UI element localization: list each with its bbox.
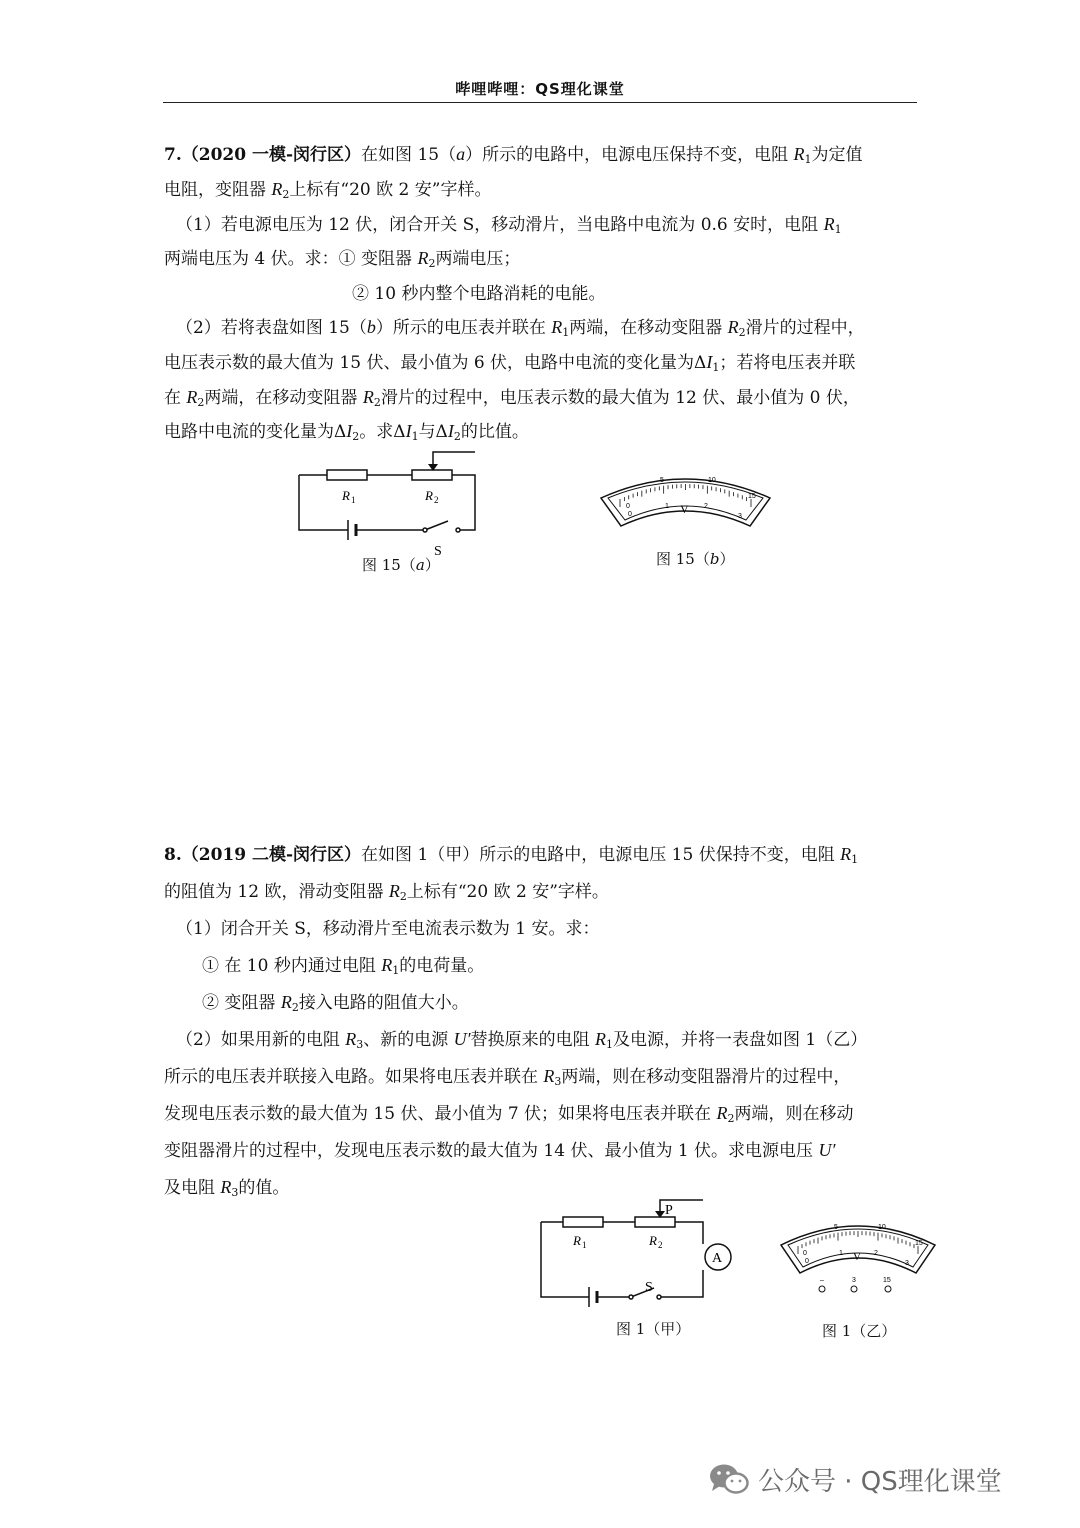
label-r2: R [425, 488, 433, 503]
label-r1: R [573, 1233, 581, 1248]
svg-text:10: 10 [708, 477, 716, 484]
wechat-icon [708, 1462, 750, 1496]
svg-text:2: 2 [658, 1240, 663, 1250]
svg-text:5: 5 [834, 1224, 838, 1231]
svg-text:0: 0 [626, 503, 630, 510]
svg-text:0: 0 [803, 1250, 807, 1257]
resistor-r1 [563, 1217, 603, 1227]
svg-text:3: 3 [905, 1260, 909, 1267]
problem-number: 7. [164, 145, 182, 165]
label-r1: R [342, 488, 350, 503]
resistor-r2 [412, 470, 452, 480]
svg-text:2: 2 [704, 503, 708, 510]
svg-text:15: 15 [883, 1277, 891, 1284]
circuit-diagram-15a [290, 445, 490, 559]
watermark-text: 公众号 · QS理化课堂 [758, 1466, 1002, 1497]
battery-symbol [589, 1287, 597, 1307]
svg-text:–: – [820, 1277, 824, 1284]
voltmeter-dial-15b [598, 468, 773, 528]
dial-unit-v: V [853, 1251, 861, 1263]
figure-caption-15b: 图 15（b） [656, 550, 735, 568]
svg-text:10: 10 [878, 1224, 886, 1231]
figure-caption-1-yi: 图 1（乙） [822, 1322, 897, 1340]
svg-text:1: 1 [839, 1250, 843, 1257]
label-s: S [434, 544, 442, 559]
circuit-diagram-1-jia [535, 1195, 745, 1310]
terminals [819, 1286, 891, 1292]
header-divider [163, 102, 917, 103]
svg-text:3: 3 [852, 1277, 856, 1284]
svg-text:15: 15 [748, 493, 756, 500]
figure-caption-1-jia: 图 1（甲） [616, 1320, 691, 1338]
problem-number: 8. [164, 845, 182, 865]
svg-text:15: 15 [915, 1240, 923, 1247]
svg-text:2: 2 [434, 495, 439, 505]
label-s: S [645, 1280, 653, 1295]
page-header: 哔哩哔哩：QS理化课堂 [455, 80, 625, 98]
svg-text:5: 5 [660, 477, 664, 484]
svg-text:1: 1 [351, 495, 356, 505]
problem-source: （2020 一模-闵行区） [181, 145, 362, 165]
svg-text:0: 0 [805, 1258, 809, 1265]
dial-unit-v: V [680, 502, 689, 516]
svg-text:1: 1 [665, 503, 669, 510]
switch-s [423, 521, 460, 532]
label-p: P [665, 1203, 673, 1218]
problem-source: （2019 二模-闵行区） [181, 845, 362, 865]
watermark [708, 1462, 1002, 1496]
battery-symbol [348, 520, 356, 540]
svg-text:2: 2 [874, 1250, 878, 1257]
voltmeter-dial-1-yi [778, 1215, 938, 1295]
label-r2: R [649, 1233, 657, 1248]
svg-text:1: 1 [582, 1240, 587, 1250]
resistor-r1 [327, 470, 367, 480]
ammeter-label: A [712, 1251, 723, 1266]
svg-text:0: 0 [628, 511, 632, 518]
figure-caption-15a: 图 15（a） [362, 556, 440, 574]
svg-text:3: 3 [738, 513, 742, 520]
resistor-r2 [635, 1217, 675, 1227]
